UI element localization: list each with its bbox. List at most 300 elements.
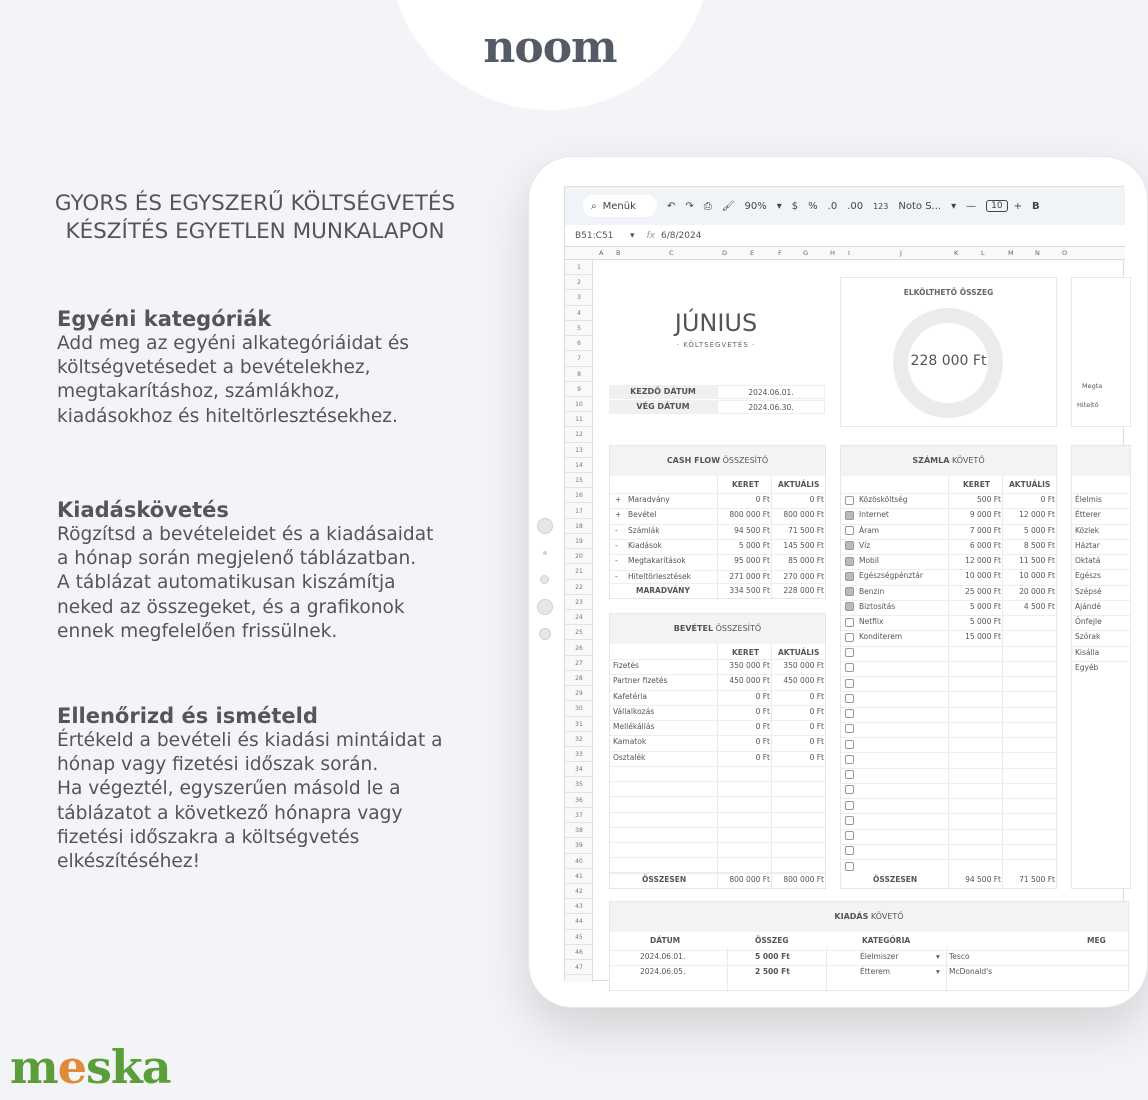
income-budget: 350 000 Ft xyxy=(729,661,770,670)
bill-actual: 0 Ft xyxy=(1040,495,1055,504)
income-label: Mellékállás xyxy=(613,722,655,731)
bill-paid-checkbox[interactable] xyxy=(845,694,854,703)
bill-actual: 5 000 Ft xyxy=(1023,525,1055,535)
cashflow-actual: 145 500 Ft xyxy=(783,540,824,550)
row-number[interactable]: 21 xyxy=(565,564,593,579)
section-expense-tracking xyxy=(57,497,477,644)
row-number[interactable]: 16 xyxy=(565,488,593,503)
cashflow-label: Számlák xyxy=(628,525,660,535)
row-number[interactable]: 27 xyxy=(565,656,593,671)
budget-subtitle: · KÖLTSÉGVETÉS · xyxy=(676,341,756,349)
row-number[interactable]: 42 xyxy=(565,884,593,899)
cashflow-label: Megtakarítások xyxy=(628,556,686,566)
row-number[interactable]: 13 xyxy=(565,443,593,458)
right-panel-title xyxy=(1072,446,1130,476)
bill-paid-checkbox[interactable] xyxy=(845,587,854,596)
income-label: Vállalkozás xyxy=(613,706,655,716)
section-line: Értékeld a bevételi és kiadási mintáidat a xyxy=(57,730,443,751)
category-label: Oktatá xyxy=(1075,556,1101,565)
cashflow-label: Hiteltörlesztések xyxy=(628,571,691,581)
bill-paid-checkbox[interactable] xyxy=(845,846,854,855)
row-number[interactable]: 9 xyxy=(565,382,593,397)
column-header[interactable]: K xyxy=(954,249,959,257)
bill-budget: 25 000 Ft xyxy=(965,586,1001,596)
formula-bar xyxy=(565,225,1125,247)
bill-actual: 8 500 Ft xyxy=(1023,540,1055,550)
bill-label: Áram xyxy=(859,525,880,535)
row-number[interactable]: 10 xyxy=(565,397,593,412)
section-title: Kiadáskövetés xyxy=(57,498,229,522)
section-line: a hónap során megjelenő táblázatban. xyxy=(57,548,417,570)
column-divider xyxy=(771,476,772,600)
section-title: Egyéni kategóriák xyxy=(57,307,272,331)
column-header[interactable]: C xyxy=(669,249,674,257)
row-number[interactable]: 47 xyxy=(565,960,593,975)
category-label: Önfejle xyxy=(1075,617,1102,626)
column-headers xyxy=(565,247,1125,260)
chevron-down-icon[interactable]: ▾ xyxy=(776,200,782,212)
column-divider xyxy=(826,947,827,992)
bill-paid-checkbox[interactable] xyxy=(845,511,854,520)
cashflow-actual: 800 000 Ft xyxy=(783,510,824,520)
title-bold: CASH FLOW xyxy=(666,456,721,465)
bill-paid-checkbox[interactable] xyxy=(845,633,854,642)
expense-date[interactable]: 2024.06.01. xyxy=(640,952,686,961)
camera-dot xyxy=(543,551,547,555)
bill-actual: 10 000 Ft xyxy=(1019,571,1055,581)
percent-button[interactable]: % xyxy=(808,200,818,212)
row-number[interactable]: 45 xyxy=(565,930,593,945)
income-title xyxy=(610,614,825,644)
column-header[interactable]: M xyxy=(1008,249,1014,257)
column-header[interactable]: J xyxy=(900,249,902,257)
category-label: Egyéb xyxy=(1075,662,1099,672)
row-number[interactable]: 20 xyxy=(565,549,593,564)
income-label: Fizetés xyxy=(613,661,639,670)
print-icon[interactable]: ⎙ xyxy=(703,200,712,212)
title-rest: KÖVETŐ xyxy=(951,456,985,465)
bill-paid-checkbox[interactable] xyxy=(845,541,854,550)
income-actual: 0 Ft xyxy=(809,691,824,701)
bill-label: Mobil xyxy=(859,556,879,565)
bill-budget: 500 Ft xyxy=(977,495,1001,504)
category-label: Közlek xyxy=(1075,525,1100,535)
category-header: KATEGÓRIA xyxy=(862,936,911,945)
bill-paid-checkbox[interactable] xyxy=(845,496,854,505)
cashflow-actual: 71 500 Ft xyxy=(788,525,824,535)
row-number[interactable]: 26 xyxy=(565,641,593,656)
cashflow-label: Kiadások xyxy=(628,540,662,550)
bill-budget: 10 000 Ft xyxy=(965,571,1001,581)
bill-label: Benzin xyxy=(859,586,885,596)
row-number[interactable]: 33 xyxy=(565,747,593,762)
income-actual: 350 000 Ft xyxy=(783,661,824,670)
category-label: Egészs xyxy=(1075,571,1101,581)
section-line: kiadásokhoz és hiteltörlesztésekhez. xyxy=(57,405,398,427)
column-divider xyxy=(948,476,949,890)
bill-paid-checkbox[interactable] xyxy=(845,740,854,749)
logo-part: e xyxy=(57,1040,86,1094)
logo-part: m xyxy=(10,1040,58,1094)
income-actual: 0 Ft xyxy=(809,752,824,762)
bill-budget: 15 000 Ft xyxy=(965,632,1001,642)
bill-paid-checkbox[interactable] xyxy=(845,602,854,611)
expense-category[interactable]: Étterem xyxy=(860,967,891,977)
row-number[interactable]: 30 xyxy=(565,701,593,716)
row-divider xyxy=(610,965,1128,966)
income-budget: 0 Ft xyxy=(755,691,770,701)
section-line: megtakarításhoz, számlákhoz, xyxy=(57,381,340,403)
right-cut-panel xyxy=(1071,277,1131,427)
row-number[interactable]: 35 xyxy=(565,777,593,792)
font-size-decrease[interactable]: — xyxy=(966,200,977,212)
income-actual: 0 Ft xyxy=(809,722,824,731)
spendable-title-b: ÖSSZEG xyxy=(959,288,994,297)
row-number[interactable]: 36 xyxy=(565,793,593,808)
bill-paid-checkbox[interactable] xyxy=(845,663,854,672)
category-label: Háztar xyxy=(1075,540,1100,550)
expense-tracker-panel xyxy=(609,901,1129,991)
right-cut-label: Hiteltö xyxy=(1077,401,1099,409)
row-divider xyxy=(1072,554,1130,555)
increase-decimal-button[interactable]: .00 xyxy=(847,200,864,212)
row-divider xyxy=(1072,630,1130,631)
tablet-button xyxy=(537,518,553,534)
row-number[interactable]: 40 xyxy=(565,854,593,869)
row-divider xyxy=(1072,539,1130,540)
cashflow-label: Maradvány xyxy=(628,495,670,504)
title-bold: BEVÉTEL xyxy=(673,624,714,633)
cashflow-budget: 271 000 Ft xyxy=(729,571,770,581)
section-review-repeat xyxy=(57,703,477,874)
start-date-label: KEZDŐ DÁTUM xyxy=(609,385,717,399)
formula-input[interactable]: 6/8/2024 xyxy=(661,230,702,241)
actual-header: AKTUÁLIS xyxy=(778,480,820,489)
expense-note[interactable]: McDonald's xyxy=(949,967,993,977)
bill-paid-checkbox[interactable] xyxy=(845,862,854,871)
column-divider xyxy=(946,947,947,992)
income-label: Kamatok xyxy=(613,737,647,747)
bold-button[interactable]: B xyxy=(1031,200,1040,212)
row-number[interactable]: 43 xyxy=(565,899,593,914)
row-number[interactable]: 5 xyxy=(565,321,593,336)
actual-header: AKTUÁLIS xyxy=(778,648,820,657)
bills-total-budget: 94 500 Ft xyxy=(965,875,1001,884)
cashflow-actual: 85 000 Ft xyxy=(788,556,824,566)
column-divider xyxy=(717,476,718,600)
row-number[interactable]: 23 xyxy=(565,595,593,610)
income-budget: 0 Ft xyxy=(755,752,770,762)
row-divider xyxy=(1072,661,1130,662)
cashflow-total-actual: 228 000 Ft xyxy=(783,586,824,595)
column-divider xyxy=(1002,476,1003,890)
font-size-input[interactable]: 10 xyxy=(986,200,1007,212)
end-date-value[interactable]: 2024.06.30. xyxy=(717,400,825,414)
column-header[interactable]: H xyxy=(830,249,835,257)
bill-paid-checkbox[interactable] xyxy=(845,709,854,718)
name-box[interactable]: B51:C51 xyxy=(575,230,614,241)
headline-line-2: KÉSZÍTÉS EGYETLEN MUNKALAPON xyxy=(65,219,445,244)
income-actual: 450 000 Ft xyxy=(783,676,824,686)
cashflow-total-budget: 334 500 Ft xyxy=(729,586,770,595)
section-line: elkészítéséhez! xyxy=(57,851,201,873)
right-cut-label: Megta xyxy=(1082,382,1103,390)
cashflow-budget: 0 Ft xyxy=(755,495,770,504)
cashflow-sign: - xyxy=(615,540,618,550)
redo-icon[interactable]: ↷ xyxy=(685,200,694,212)
column-header[interactable]: N xyxy=(1035,249,1040,257)
bill-paid-checkbox[interactable] xyxy=(845,816,854,825)
income-budget: 0 Ft xyxy=(755,722,770,731)
bills-panel xyxy=(840,445,1057,889)
zoom-select[interactable]: 90% xyxy=(744,200,767,212)
menu-search-label: Menük xyxy=(602,200,636,212)
bill-paid-checkbox[interactable] xyxy=(845,801,854,810)
bill-paid-checkbox[interactable] xyxy=(845,770,854,779)
chevron-down-icon[interactable]: ▾ xyxy=(936,967,940,977)
column-header[interactable]: O xyxy=(1062,249,1068,257)
bill-label: Netflix xyxy=(859,617,884,626)
chevron-down-icon[interactable]: ▾ xyxy=(936,952,940,961)
row-number[interactable]: 29 xyxy=(565,686,593,701)
section-line: ennek megfelelően frissülnek. xyxy=(57,620,338,642)
row-divider xyxy=(1072,569,1130,570)
row-number[interactable]: 1 xyxy=(565,260,593,275)
bill-label: Víz xyxy=(859,540,871,550)
cashflow-total-label: MARADVÁNY xyxy=(636,586,690,595)
row-number[interactable]: 28 xyxy=(565,671,593,686)
row-number[interactable]: 44 xyxy=(565,914,593,929)
title-bold: SZÁMLA xyxy=(912,456,950,465)
row-divider xyxy=(1072,508,1130,509)
row-number[interactable]: 3 xyxy=(565,290,593,305)
row-divider xyxy=(610,950,1128,951)
category-label: Kisállа xyxy=(1075,647,1100,657)
expenses-title xyxy=(610,902,1128,932)
bills-total-label: ÖSSZESEN xyxy=(873,875,918,884)
expense-date[interactable]: 2024.06.05. xyxy=(640,967,686,977)
expense-category[interactable]: Élelmiszer xyxy=(860,952,899,961)
start-date-value[interactable]: 2024.06.01. xyxy=(717,385,825,399)
logo-part: ska xyxy=(85,1040,171,1094)
category-label: Élelmis xyxy=(1075,495,1102,504)
number-format-button[interactable]: 123 xyxy=(873,201,889,211)
bill-actual: 4 500 Ft xyxy=(1023,601,1055,611)
column-header[interactable]: B xyxy=(616,249,621,257)
column-header[interactable]: D xyxy=(722,249,728,257)
column-divider xyxy=(771,644,772,890)
section-title: Ellenőrizd és ismételd xyxy=(57,704,318,728)
section-line: hónap vagy fizetési időszak során. xyxy=(57,754,379,776)
cashflow-sign: - xyxy=(615,571,618,581)
income-budget: 0 Ft xyxy=(755,737,770,747)
row-number[interactable]: 38 xyxy=(565,823,593,838)
income-label: Kafetéria xyxy=(613,691,647,701)
bill-paid-checkbox[interactable] xyxy=(845,557,854,566)
row-divider xyxy=(1072,600,1130,601)
menu-search[interactable] xyxy=(583,195,657,217)
bill-actual: 20 000 Ft xyxy=(1019,586,1055,596)
fx-icon: fx xyxy=(646,230,656,241)
currency-button[interactable]: $ xyxy=(791,200,799,212)
font-size-increase[interactable]: + xyxy=(1013,200,1022,212)
cashflow-budget: 5 000 Ft xyxy=(738,540,770,550)
section-line: Add meg az egyéni alkategóriáidat és xyxy=(57,333,409,354)
expense-note[interactable]: Tesco xyxy=(949,952,970,961)
column-header[interactable]: G xyxy=(803,249,809,257)
cashflow-budget: 95 000 Ft xyxy=(734,556,770,566)
row-number[interactable]: 25 xyxy=(565,625,593,640)
spreadsheet-screen xyxy=(564,186,1124,981)
expense-amount[interactable]: 2 500 Ft xyxy=(755,967,790,977)
bill-budget: 7 000 Ft xyxy=(969,525,1001,535)
date-header: DÁTUM xyxy=(650,936,681,945)
row-number[interactable]: 12 xyxy=(565,427,593,442)
row-number[interactable]: 2 xyxy=(565,275,593,290)
cashflow-label: Bevétel xyxy=(628,510,657,520)
income-actual: 0 Ft xyxy=(809,737,824,747)
row-number[interactable]: 31 xyxy=(565,717,593,732)
section-line: táblázatot a következő hónapra vagy xyxy=(57,802,403,824)
spendable-amount: 228 000 Ft xyxy=(910,353,987,369)
row-divider xyxy=(1072,585,1130,586)
column-divider xyxy=(727,947,728,992)
income-actual: 0 Ft xyxy=(809,706,824,716)
cashflow-actual: 0 Ft xyxy=(809,495,824,504)
row-number[interactable]: 15 xyxy=(565,473,593,488)
category-label: Szórak xyxy=(1075,632,1101,642)
title-rest: KÖVETŐ xyxy=(870,912,904,921)
income-total-actual: 800 000 Ft xyxy=(783,875,824,884)
cashflow-sign: + xyxy=(615,495,622,504)
cashflow-title xyxy=(610,446,825,476)
note-header: MEG xyxy=(1087,936,1106,945)
bill-paid-checkbox[interactable] xyxy=(845,572,854,581)
headline-line-1: GYORS ÉS EGYSZERŰ KÖLTSÉGVETÉS xyxy=(54,191,456,216)
column-header[interactable]: I xyxy=(848,249,850,257)
section-line: neked az összegeket, és a grafikonok xyxy=(57,596,405,618)
chevron-down-icon[interactable]: ▾ xyxy=(951,200,957,212)
row-number[interactable]: 7 xyxy=(565,351,593,366)
bill-label: Egészségpénztár xyxy=(859,571,923,581)
row-number[interactable]: 22 xyxy=(565,580,593,595)
cashflow-actual: 270 000 Ft xyxy=(783,571,824,581)
section-custom-categories xyxy=(57,306,477,429)
expense-amount[interactable]: 5 000 Ft xyxy=(755,952,790,961)
spendable-panel xyxy=(840,277,1057,427)
bill-budget: 5 000 Ft xyxy=(969,601,1001,611)
row-number[interactable]: 8 xyxy=(565,367,593,382)
meska-logo xyxy=(10,1040,171,1094)
row-number[interactable]: 17 xyxy=(565,504,593,519)
cashflow-sign: + xyxy=(615,510,622,520)
cashflow-sign: - xyxy=(615,556,618,566)
cashflow-budget: 94 500 Ft xyxy=(734,525,770,535)
bill-budget: 9 000 Ft xyxy=(969,510,1001,520)
row-number[interactable]: 39 xyxy=(565,838,593,853)
category-label: Ajándé xyxy=(1075,601,1101,611)
bill-actual: 11 500 Ft xyxy=(1019,556,1055,565)
bill-label: Konditerem xyxy=(859,632,903,642)
column-header[interactable]: L xyxy=(981,249,985,257)
row-number[interactable]: 14 xyxy=(565,458,593,473)
tablet-button xyxy=(540,575,549,584)
bill-paid-checkbox[interactable] xyxy=(845,679,854,688)
decrease-decimal-button[interactable]: .0 xyxy=(827,200,838,212)
title-rest: ÖSSZESÍTŐ xyxy=(715,624,762,633)
row-number[interactable]: 41 xyxy=(565,869,593,884)
bill-paid-checkbox[interactable] xyxy=(845,618,854,627)
row-divider xyxy=(1072,524,1130,525)
bill-paid-checkbox[interactable] xyxy=(845,785,854,794)
actual-header: AKTUÁLIS xyxy=(1009,480,1051,489)
bill-budget: 5 000 Ft xyxy=(969,617,1001,626)
bill-paid-checkbox[interactable] xyxy=(845,724,854,733)
month-title: JÚNIUS xyxy=(674,309,758,337)
spendable-title xyxy=(841,288,1056,297)
row-number[interactable]: 4 xyxy=(565,306,593,321)
income-budget: 450 000 Ft xyxy=(729,676,770,686)
row-divider xyxy=(1072,615,1130,616)
income-label: Osztalék xyxy=(613,752,646,762)
undo-icon[interactable]: ↶ xyxy=(667,200,676,212)
section-line: A táblázat automatikusan kiszámítja xyxy=(57,572,396,594)
toolbar xyxy=(565,187,1125,225)
row-number[interactable]: 11 xyxy=(565,412,593,427)
row-number[interactable]: 19 xyxy=(565,534,593,549)
row-number[interactable]: 32 xyxy=(565,732,593,747)
category-label: Szépsé xyxy=(1075,586,1102,596)
row-divider xyxy=(1072,493,1130,494)
section-line: költségvetésedet a bevételekhez, xyxy=(57,357,371,379)
bill-paid-checkbox[interactable] xyxy=(845,831,854,840)
bill-paid-checkbox[interactable] xyxy=(845,755,854,764)
budget-header: KERET xyxy=(732,648,759,657)
row-number[interactable]: 18 xyxy=(565,519,593,534)
column-header[interactable]: A xyxy=(599,249,604,257)
bills-total-actual: 71 500 Ft xyxy=(1019,875,1055,884)
row-number[interactable]: 46 xyxy=(565,945,593,960)
bill-label: Internet xyxy=(859,510,889,520)
font-select[interactable]: Noto S... xyxy=(898,200,942,212)
paint-format-icon[interactable]: 🖌 xyxy=(721,200,735,212)
row-number[interactable]: 37 xyxy=(565,808,593,823)
bill-label: Közösköltség xyxy=(859,495,908,504)
headline xyxy=(20,190,490,246)
amount-header: ÖSSZEG xyxy=(755,936,789,945)
bill-budget: 12 000 Ft xyxy=(965,556,1001,565)
row-number[interactable]: 6 xyxy=(565,336,593,351)
cashflow-budget: 800 000 Ft xyxy=(729,510,770,520)
noom-logo: noom xyxy=(483,22,617,73)
spendable-title-a: ELKÖLTHETŐ xyxy=(903,288,958,297)
cashflow-panel xyxy=(609,445,826,599)
row-number[interactable]: 34 xyxy=(565,762,593,777)
category-label: Étterer xyxy=(1075,510,1101,520)
bill-paid-checkbox[interactable] xyxy=(845,526,854,535)
budget-header: KERET xyxy=(732,480,759,489)
bill-label: Biztosítás xyxy=(859,601,896,611)
end-date-label: VÉG DÁTUM xyxy=(609,400,717,414)
column-header[interactable]: E xyxy=(750,249,755,257)
chevron-down-icon[interactable]: ▾ xyxy=(630,230,635,241)
bill-paid-checkbox[interactable] xyxy=(845,648,854,657)
row-number[interactable]: 24 xyxy=(565,610,593,625)
title-bold: KIADÁS xyxy=(834,912,869,921)
row-divider xyxy=(1072,646,1130,647)
title-rest: ÖSSZESÍTŐ xyxy=(722,456,769,465)
column-header[interactable]: F xyxy=(778,249,782,257)
